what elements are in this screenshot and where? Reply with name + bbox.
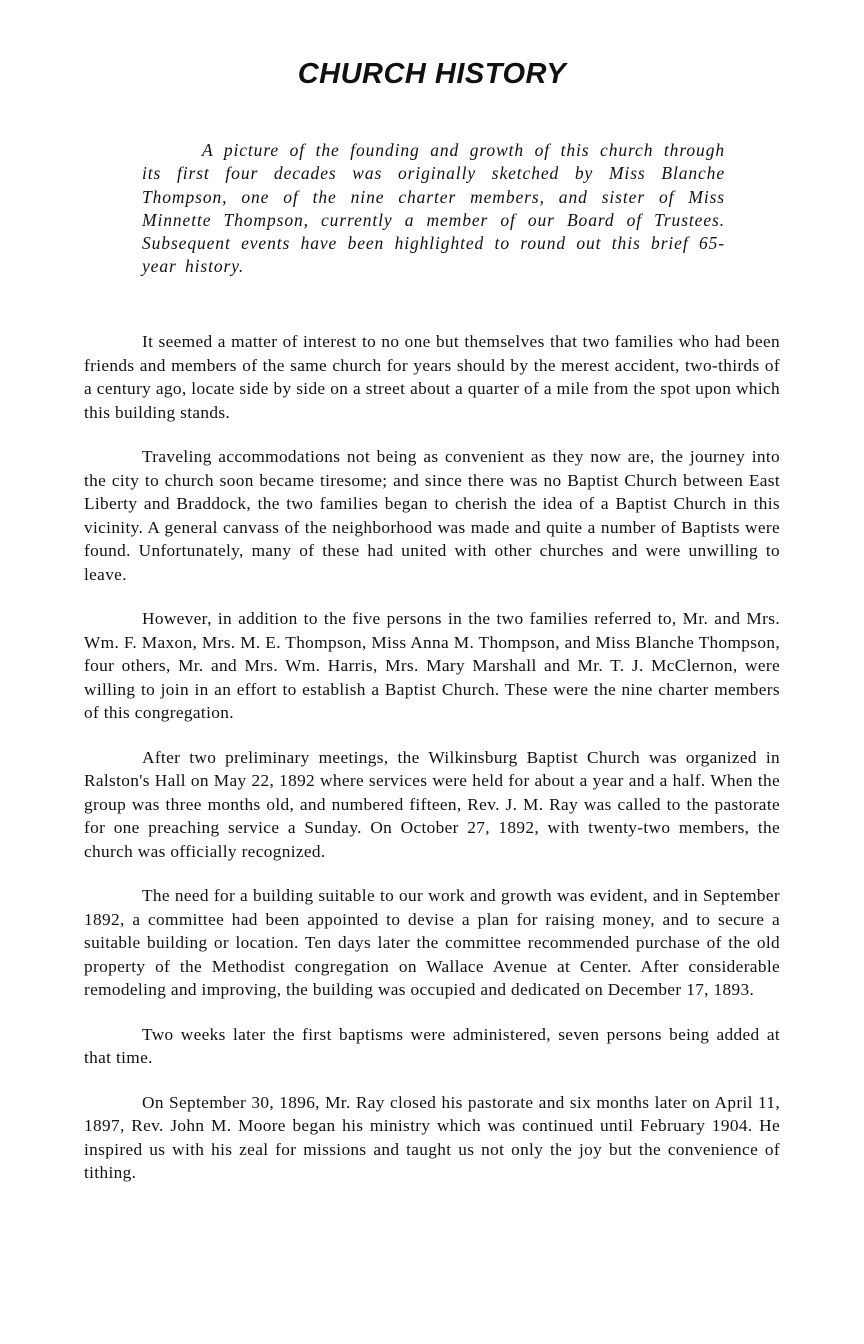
intro-paragraph: A picture of the founding and growth of this church through its first four decades was originally sketched by Miss Blanche Thompson, one of the nine charter members, and sister of Miss Minnette Thompson, currently a member of our Board of Trustees. Subsequent events have been highlighted to round out this brief 65-year history. [142,140,725,277]
body-paragraph-5: The need for a building suitable to our work and growth was evident, and in September 1892, a committee had been appointed to devise a plan for raising money, and to secure a suitable building or location. Ten days later the committee recommended purchase of the old property of the Methodist congregation on Wallace Avenue at Center. After considerable remodeling and improving, the building was occupied and dedicated on December 17, 1893. [84,886,780,999]
body-paragraph-3: However, in addition to the five persons in the two families referred to, Mr. and Mrs. Wm. F. Maxon, Mrs. M. E. Thompson, Miss Anna M. Thompson, and Miss Blanche Thompson, four others, Mr. and Mrs. Wm. Harris, Mrs. Mary Marshall and Mr. T. J. McClernon, were willing to join in an effort to establish a Baptist Church. These were the nine charter members of this congregation. [84,609,780,722]
body-paragraph-4: After two preliminary meetings, the Wilkinsburg Baptist Church was organized in Ralston's Hall on May 22, 1892 where services were held for about a year and a half. When the group was three months old, and numbered fifteen, Rev. J. M. Ray was called to the pastorate for one preaching service a Sunday. On October 27, 1892, with twenty-two members, the church was officially recognized. [84,747,780,861]
history-body [84,330,780,1206]
body-paragraph-6: Two weeks later the first baptisms were administered, seven persons being added at that time. [84,1024,780,1067]
body-paragraph-2: Traveling accommodations not being as convenient as they now are, the journey into the city to church soon became tiresome; and since there was no Baptist Church between East Liberty and Braddock, the two families began to cherish the idea of a Baptist Church in this vicinity. A general canvass of the neighborhood was made and quite a number of Baptists were found. Unfortunately, many of these had united with other churches and were unwilling to leave. [84,447,780,584]
page-title: CHURCH HISTORY [297,58,567,90]
body-paragraph-1: It seemed a matter of interest to no one but themselves that two families who had been friends and members of the same church for years should by the merest accident, two-thirds of a century ago, locate side by side on a street about a quarter of a mile from the spot upon which this building stands. [84,332,780,422]
body-paragraph-7: On September 30, 1896, Mr. Ray closed his pastorate and six months later on April 11, 1897, Rev. John M. Moore began his ministry which was continued until February 1904. He inspired us with his zeal for missions and taught us not only the joy but the convenience of tithing. [84,1092,780,1182]
